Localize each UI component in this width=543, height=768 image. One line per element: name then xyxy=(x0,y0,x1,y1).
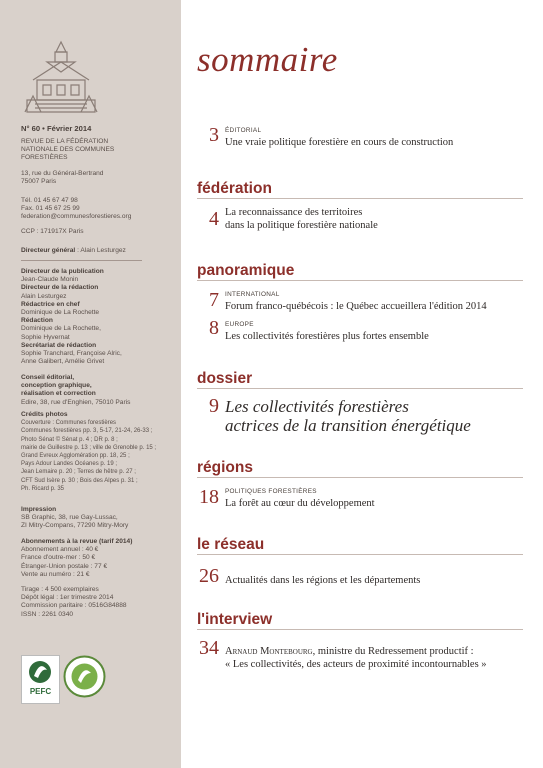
article-link[interactable] xyxy=(225,574,420,587)
address xyxy=(21,170,103,186)
director-general xyxy=(21,247,126,255)
legal-line: Dépôt légal : 1er trimestre 2014 xyxy=(21,594,114,602)
print-line: ZI Mitry-Compans, 77290 Mitry-Mory xyxy=(21,522,129,530)
fax: Fax. 01 45 67 25 99 xyxy=(21,205,80,213)
subs-line: Vente au numéro : 21 € xyxy=(21,570,90,578)
page-number: 34 xyxy=(199,637,219,659)
article-title: Une vraie politique forestière en cours de construction xyxy=(225,137,454,148)
page-title: sommaire xyxy=(197,40,338,79)
role-value: Alain Lesturgez xyxy=(21,292,67,300)
role-label: Directeur de la rédaction xyxy=(21,284,99,292)
publication-name xyxy=(21,138,114,163)
section-heading: l'interview xyxy=(197,611,273,628)
page-number: 18 xyxy=(199,486,219,508)
editorial-block xyxy=(21,374,130,407)
subscriptions xyxy=(21,538,132,579)
interviewee-name: Arnaud Montebourg xyxy=(225,646,313,657)
article-kicker: INTERNATIONAL xyxy=(225,291,280,298)
role-value: Anne Galibert, Amélie Grivet xyxy=(21,358,105,366)
section-rule xyxy=(197,198,523,199)
subs-line: Étranger-Union postale : 77 € xyxy=(21,562,108,570)
article-title: , ministre du Redressement productif : xyxy=(312,646,474,657)
role-label: Directeur de la publication xyxy=(21,268,104,275)
page-number: 7 xyxy=(209,289,219,311)
phone: Tél. 01 45 67 47 98 xyxy=(21,197,78,204)
role-value: Sophie Hyvernat xyxy=(21,333,70,341)
publication-line: FORESTIÈRES xyxy=(21,154,68,162)
publication-line: NATIONALE DES COMMUNES xyxy=(21,146,115,154)
credit-line: Couverture : Communes forestières xyxy=(21,420,117,427)
section-rule xyxy=(197,629,523,630)
address-line: 75007 Paris xyxy=(21,178,57,186)
printing xyxy=(21,506,128,531)
subs-line: Abonnement annuel : 40 € xyxy=(21,546,99,554)
article-title: La forêt au cœur du développement xyxy=(225,498,375,509)
subs-title: Abonnements à la revue (tarif 2014) xyxy=(21,538,133,545)
page-number: 8 xyxy=(209,317,219,339)
pefc-text: PEFC xyxy=(29,687,52,696)
contact xyxy=(21,197,131,222)
credit-line: Grand Evreux Agglomération pp. 18, 25 ; xyxy=(21,453,130,460)
section-heading: panoramique xyxy=(197,262,295,279)
article-link[interactable] xyxy=(225,300,487,313)
article-link[interactable] xyxy=(225,330,429,343)
credit-line: Photo Sénat © Sénat p. 4 ; DR p. 8 ; xyxy=(21,436,118,443)
credits-list xyxy=(21,419,156,493)
legal-line: ISSN : 2261 0340 xyxy=(21,610,74,618)
commune-logo-icon xyxy=(23,40,99,116)
section-rule xyxy=(197,477,523,478)
article-link[interactable] xyxy=(225,397,471,435)
role-label: réalisation et correction xyxy=(21,390,96,398)
page-number: 3 xyxy=(209,124,219,146)
legal-line: Tirage : 4 500 exemplaires xyxy=(21,586,99,593)
article-title: Les collectivités forestières xyxy=(225,397,409,416)
page-number: 26 xyxy=(199,565,219,587)
role-label: Conseil éditorial, xyxy=(21,374,75,381)
credit-line: Communes forestières pp. 3, 5-17, 21-24, 26-33 ; xyxy=(21,428,153,435)
credit-line: Pays Adour Landes Océanes p. 19 ; xyxy=(21,461,118,468)
article-link[interactable] xyxy=(225,645,487,671)
credit-line: CFT Sud Isère p. 30 ; Bois des Alpes p. 31 ; xyxy=(21,477,138,484)
staff-list xyxy=(21,268,122,366)
section-rule xyxy=(197,388,523,389)
article-kicker: POLITIQUES FORESTIÈRES xyxy=(225,488,317,495)
pefc-logo-icon xyxy=(21,655,60,704)
role-value: Edire, 38, rue d'Enghien, 75010 Paris xyxy=(21,398,131,406)
section-rule xyxy=(197,554,523,555)
article-title-line xyxy=(225,645,487,658)
credit-line: mairie de Guillestre p. 13 ; ville de Grenoble p. 15 ; xyxy=(21,444,157,451)
section-heading: fédération xyxy=(197,180,272,197)
subs-line: France d'outre-mer : 50 € xyxy=(21,554,96,562)
role-label: Rédactrice en chef xyxy=(21,300,80,308)
address-line: 13, rue du Général-Bertrand xyxy=(21,170,104,177)
page-number: 9 xyxy=(209,395,219,417)
article-title: actrices de la transition énergétique xyxy=(225,416,471,435)
article-title: Les collectivités forestières plus fortes ensemble xyxy=(225,331,429,342)
dg-name: : Alain Lesturgez xyxy=(75,247,126,254)
legal-line: Commission paritaire : 0516G84888 xyxy=(21,602,127,610)
role-label: Rédaction xyxy=(21,317,53,325)
issue-number: N° 60 • Février 2014 xyxy=(21,124,92,133)
dg-label: Directeur général xyxy=(21,247,76,254)
role-value: Jean-Claude Monin xyxy=(21,276,79,284)
role-label: conception graphique, xyxy=(21,382,92,390)
section-heading: régions xyxy=(197,459,253,476)
article-title: Forum franco-québécois : le Québec accueillera l'édition 2014 xyxy=(225,301,487,312)
article-kicker: ÉDITORIAL xyxy=(225,127,262,134)
publication-line: REVUE DE LA FÉDÉRATION xyxy=(21,138,109,145)
article-link[interactable] xyxy=(225,497,375,510)
role-value: Dominique de La Rochette xyxy=(21,309,100,317)
article-title: dans la politique forestière nationale xyxy=(225,220,378,231)
print-line: SB Graphic, 38, rue Gay-Lussac, xyxy=(21,514,118,522)
section-rule xyxy=(197,280,523,281)
article-title: « Les collectivités, des acteurs de proximité incontournables » xyxy=(225,659,487,670)
legal xyxy=(21,586,127,619)
credit-line: Ph. Ricard p. 35 xyxy=(21,485,65,492)
role-value: Dominique de La Rochette, xyxy=(21,325,101,333)
section-heading: dossier xyxy=(197,370,253,387)
article-kicker: EUROPE xyxy=(225,321,254,328)
ccp: CCP : 171917X Paris xyxy=(21,228,84,235)
credit-line: Jean Lemaire p. 20 ; Terres de hêtre p. 27 ; xyxy=(21,469,136,476)
email-link[interactable]: federation@communesforestieres.org xyxy=(21,213,132,221)
credits xyxy=(21,411,156,493)
divider xyxy=(21,260,142,261)
imprim-vert-logo-icon xyxy=(63,655,106,698)
credits-title: Crédits photos xyxy=(21,411,68,418)
page-number: 4 xyxy=(209,208,219,230)
sidebar xyxy=(0,0,181,768)
role-value: Sophie Tranchard, Françoise Alric, xyxy=(21,350,122,358)
article-link[interactable] xyxy=(225,206,378,232)
article-title: La reconnaissance des territoires xyxy=(225,207,363,218)
article-title: Actualités dans les régions et les départements xyxy=(225,575,421,586)
print-title: Impression xyxy=(21,506,57,513)
section-heading: le réseau xyxy=(197,536,265,553)
article-link[interactable] xyxy=(225,136,453,149)
role-label: Secrétariat de rédaction xyxy=(21,341,97,349)
